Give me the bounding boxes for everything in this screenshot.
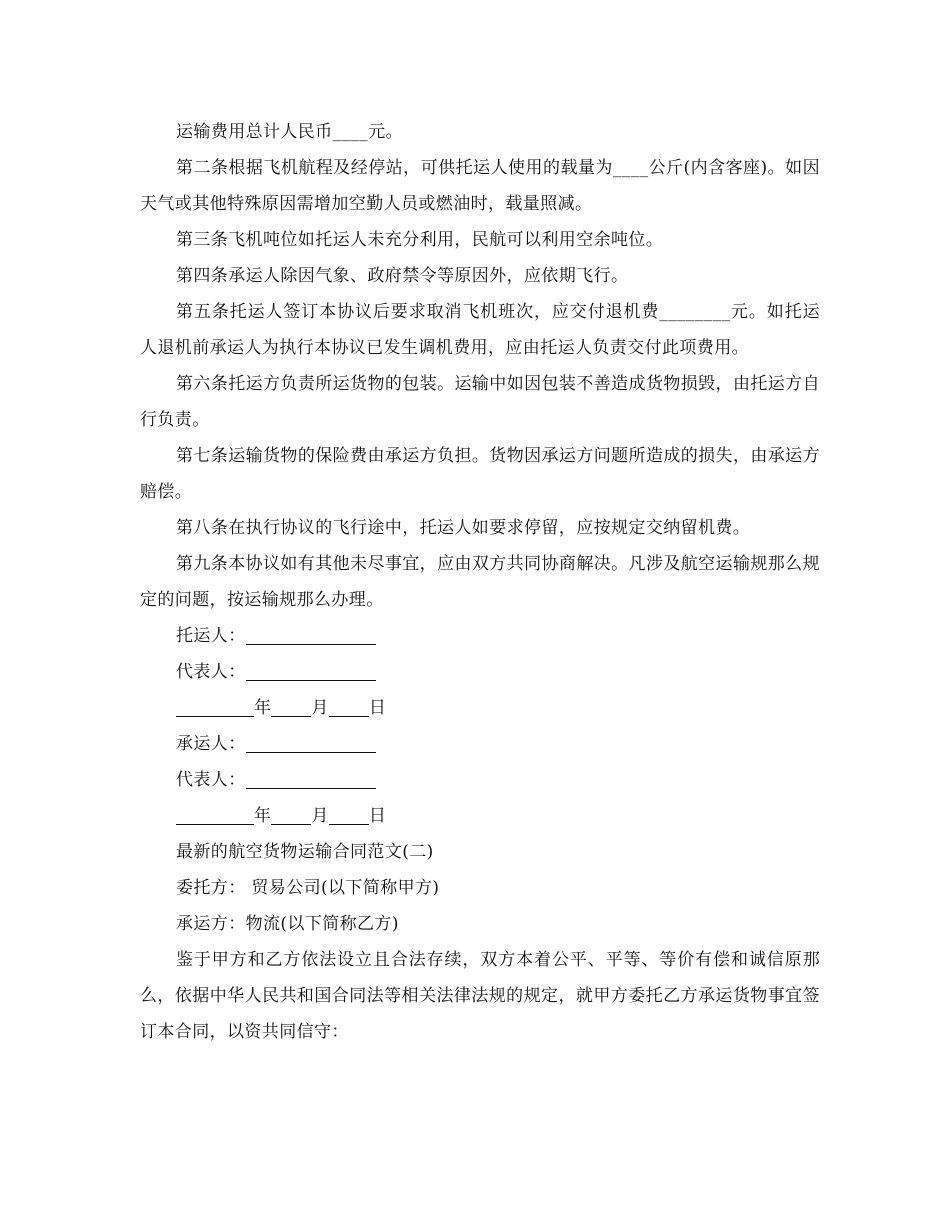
shipper-signature-line xyxy=(140,618,820,654)
paragraph-article-3: 第三条飞机吨位如托运人未充分利用，民航可以利用空余吨位。 xyxy=(176,230,664,250)
paragraph-article-7: 第七条运输货物的保险费由承运方负担。货物因承运方问题所造成的损失，由承运方赔偿。 xyxy=(140,446,820,502)
shipper-label: 托运人： xyxy=(176,626,246,646)
carrier-party: 承运方：物流(以下简称乙方) xyxy=(176,914,399,934)
carrier-blank xyxy=(246,732,376,753)
year-blank xyxy=(176,804,254,825)
paragraph-article-4: 第四条承运人除因气象、政府禁令等原因外，应依期飞行。 xyxy=(176,266,629,286)
day-blank xyxy=(329,804,369,825)
paragraph-article-8: 第八条在执行协议的飞行途中，托运人如要求停留，应按规定交纳留机费。 xyxy=(176,518,751,538)
document-body xyxy=(140,114,820,1050)
day-blank xyxy=(329,696,369,717)
day-label: 日 xyxy=(368,806,387,826)
month-label: 月 xyxy=(311,806,329,826)
year-label: 年 xyxy=(254,806,272,826)
section2-title: 最新的航空货物运输合同范文(二) xyxy=(176,842,434,862)
section2-intro: 鉴于甲方和乙方依法设立且合法存续，双方本着公平、平等、等价有偿和诚信原那么，依据中华人民共和国合同法等相关法律法规的规定，就甲方委托乙方承运货物事宜签订本合同，以资共同信守： xyxy=(140,950,820,1042)
carrier-rep-line xyxy=(140,762,820,798)
carrier-label: 承运人： xyxy=(176,734,246,754)
shipper-blank xyxy=(246,624,376,645)
day-label: 日 xyxy=(368,698,387,718)
shipper-rep-blank xyxy=(246,660,376,681)
shipper-rep-line xyxy=(140,654,820,690)
paragraph-transport-fee: 运输费用总计人民币____元。 xyxy=(176,122,403,142)
paragraph-article-9: 第九条本协议如有其他未尽事宜，应由双方共同协商解决。凡涉及航空运输规那么规定的问题，按运输规那么办理。 xyxy=(140,554,820,610)
shipper-rep-label: 代表人： xyxy=(176,662,246,682)
carrier-signature-line xyxy=(140,726,820,762)
paragraph-article-5: 第五条托运人签订本协议后要求取消飞机班次，应交付退机费________元。如托运人退机前承运人为执行本协议已发生调机费用，应由托运人负责交付此项费用。 xyxy=(140,302,820,358)
year-label: 年 xyxy=(254,698,272,718)
month-label: 月 xyxy=(311,698,329,718)
month-blank xyxy=(271,804,311,825)
year-blank xyxy=(176,696,254,717)
carrier-date-line xyxy=(140,798,820,834)
carrier-rep-blank xyxy=(246,768,376,789)
client-party: 委托方： 贸易公司(以下简称甲方) xyxy=(176,878,440,898)
paragraph-article-6: 第六条托运方负责所运货物的包装。运输中如因包装不善造成货物损毁，由托运方自行负责。 xyxy=(140,374,820,430)
shipper-date-line xyxy=(140,690,820,726)
paragraph-article-2: 第二条根据飞机航程及经停站，可供托运人使用的载量为____公斤(内含客座)。如因天气或其他特殊原因需增加空勤人员或燃油时，载量照减。 xyxy=(140,158,820,214)
carrier-rep-label: 代表人： xyxy=(176,770,246,790)
month-blank xyxy=(271,696,311,717)
